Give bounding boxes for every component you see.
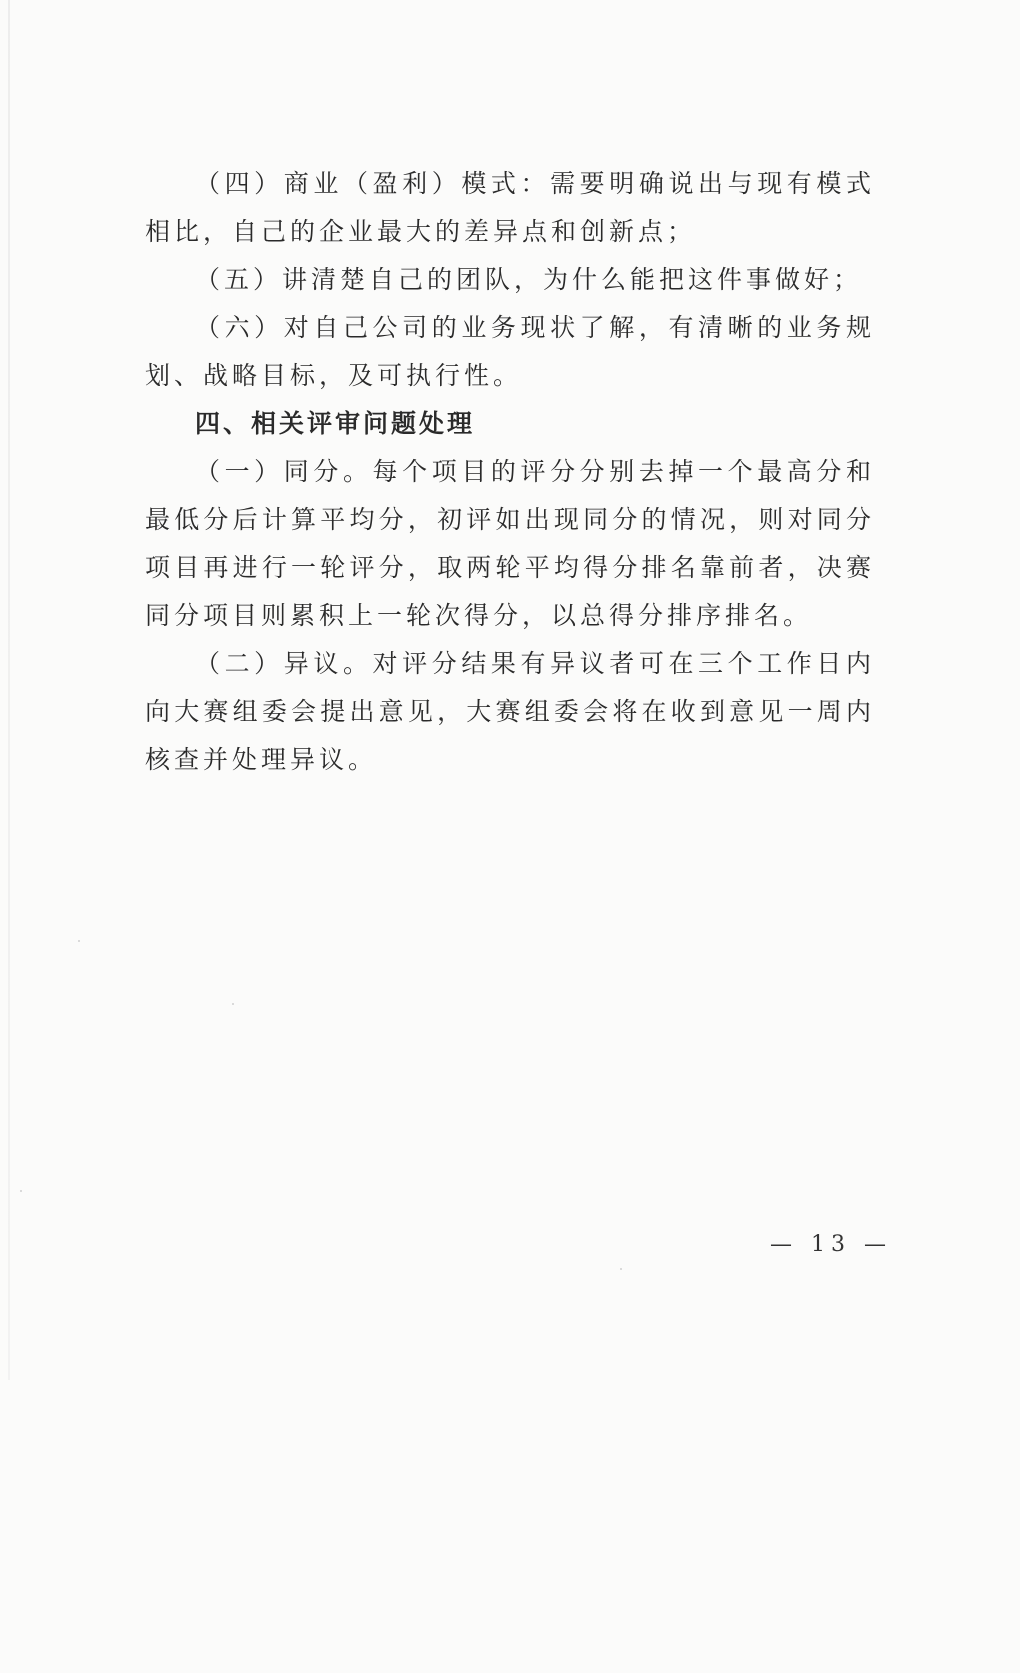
page-number: — 13 — <box>770 1232 892 1257</box>
scan-edge <box>8 0 10 1380</box>
paragraph-business-model: （四）商业（盈利）模式：需要明确说出与现有模式相比，自己的企业最大的差异点和创新点； <box>145 169 875 246</box>
scan-speck <box>232 1003 234 1005</box>
scan-speck <box>78 940 80 942</box>
scan-speck <box>20 1190 22 1192</box>
paragraph-objection: （二）异议。对评分结果有异议者可在三个工作日内向大赛组委会提出意见，大赛组委会将在收到意见一周内核查并处理异议。 <box>145 649 875 774</box>
paragraph-tie-score: （一）同分。每个项目的评分分别去掉一个最高分和最低分后计算平均分，初评如出现同分的情况，则对同分项目再进行一轮评分，取两轮平均得分排名靠前者，决赛同分项目则累积上一轮次得分，以总得分排序排名。 <box>145 457 875 630</box>
paragraph-business-status: （六）对自己公司的业务现状了解，有清晰的业务规划、战略目标，及可执行性。 <box>145 313 875 390</box>
paragraph-team: （五）讲清楚自己的团队，为什么能把这件事做好； <box>195 265 863 294</box>
scan-speck <box>620 1268 622 1270</box>
section-heading: 四、相关评审问题处理 <box>195 409 476 438</box>
document-body <box>145 160 875 784</box>
